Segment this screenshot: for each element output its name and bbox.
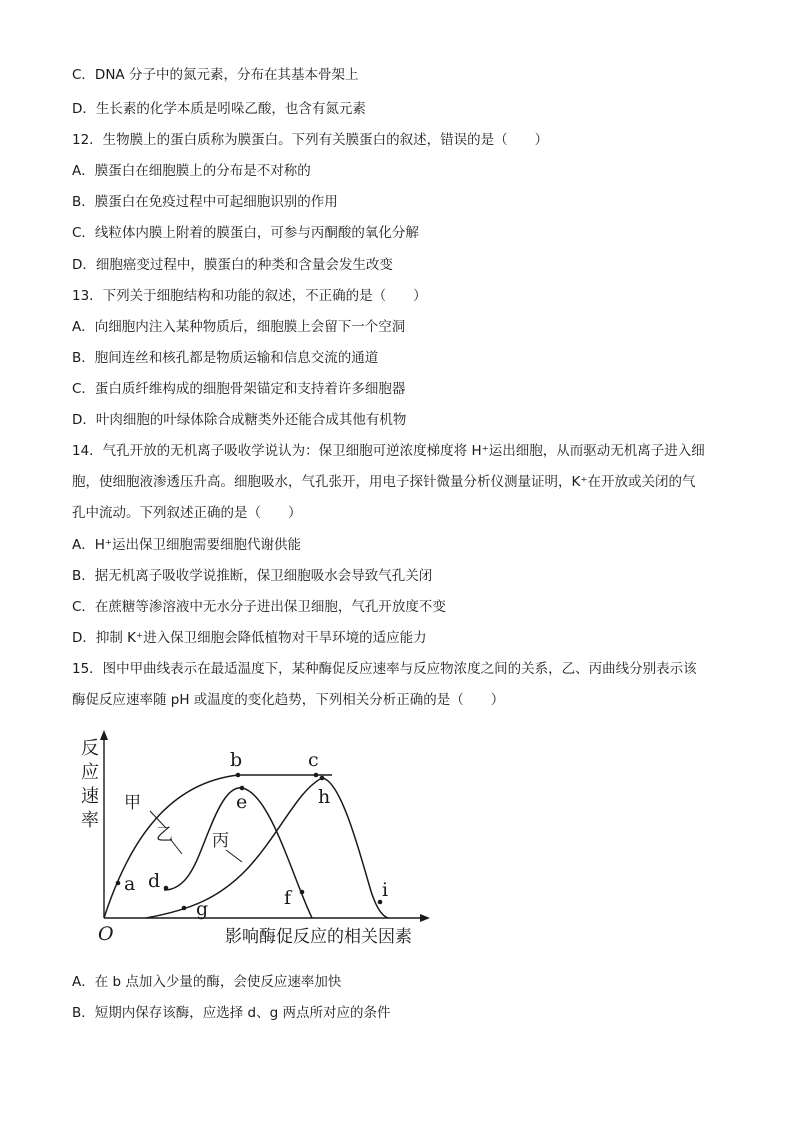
y-label-char: 速: [81, 786, 99, 807]
question-stem: 12．生物膜上的蛋白质称为膜蛋白。下列有关膜蛋白的叙述，错误的是（ ）: [72, 132, 549, 148]
option-line: D．生长素的化学本质是吲哚乙酸，也含有氮元素: [72, 101, 366, 117]
point-a: [116, 881, 121, 886]
question-stem-cont: 胞，使细胞液渗透压升高。细胞吸水，气孔张开，用电子探针微量分析仪测量证明，K⁺在开放或关闭的气: [72, 474, 696, 490]
point-label-d: d: [148, 870, 161, 892]
option-line: B．膜蛋白在免疫过程中可起细胞识别的作用: [72, 194, 338, 210]
y-label-char: 反: [81, 738, 99, 759]
option-line: D．抑制 K⁺进入保卫细胞会降低植物对干旱环境的适应能力: [72, 630, 427, 646]
option-line: D．细胞癌变过程中，膜蛋白的种类和含量会发生改变: [72, 257, 393, 273]
y-label-char: 应: [81, 762, 99, 783]
option-line: C．蛋白质纤维构成的细胞骨架锚定和支持着许多细胞器: [72, 381, 406, 397]
point-c: [314, 773, 319, 778]
enzyme-rate-figure: [70, 728, 450, 956]
point-label-e: e: [236, 791, 248, 813]
y-axis-arrow: [100, 730, 108, 740]
point-label-a: a: [124, 873, 136, 895]
curve-bing: [146, 778, 388, 918]
option-line: A．H⁺运出保卫细胞需要细胞代谢供能: [72, 537, 302, 553]
question-stem-cont: 酶促反应速率随 pH 或温度的变化趋势，下列相关分析正确的是（ ）: [72, 692, 505, 708]
option-line: D．叶肉细胞的叶绿体除合成糖类外还能合成其他有机物: [72, 412, 407, 428]
option-line: A．向细胞内注入某种物质后，细胞膜上会留下一个空洞: [72, 319, 406, 335]
option-line: B．胞间连丝和核孔都是物质运输和信息交流的通道: [72, 350, 379, 366]
option-line: B．短期内保存该酶，应选择 d、g 两点所对应的条件: [72, 1005, 391, 1021]
option-line: C．线粒体内膜上附着的膜蛋白，可参与丙酮酸的氧化分解: [72, 225, 419, 241]
point-b: [236, 773, 241, 778]
question-stem: 15．图中甲曲线表示在最适温度下，某种酶促反应速率与反应物浓度之间的关系，乙、丙曲线分别表示该: [72, 661, 697, 677]
point-g: [182, 906, 187, 911]
y-label-char: 率: [81, 810, 99, 831]
curve-label-yi: 乙: [156, 825, 173, 845]
option-line: C．DNA 分子中的氮元素，分布在其基本骨架上: [72, 67, 359, 83]
point-label-g: g: [196, 898, 209, 920]
question-stem: 13．下列关于细胞结构和功能的叙述，不正确的是（ ）: [72, 288, 427, 304]
leader-bing: [226, 850, 242, 862]
point-label-c: c: [308, 749, 319, 771]
option-line: B．据无机离子吸收学说推断，保卫细胞吸水会导致气孔关闭: [72, 568, 433, 584]
point-label-h: h: [318, 786, 331, 808]
question-stem: 14．气孔开放的无机离子吸收学说认为：保卫细胞可逆浓度梯度将 H⁺运出细胞，从而驱动无机离子进入细: [72, 443, 705, 459]
point-f: [300, 890, 305, 895]
origin-label: O: [98, 923, 114, 945]
option-line: A．在 b 点加入少量的酶，会使反应速率加快: [72, 974, 342, 990]
option-line: C．在蔗糖等渗溶液中无水分子进出保卫细胞，气孔开放度不变: [72, 599, 446, 615]
point-label-i: i: [382, 879, 389, 901]
question-stem-cont: 孔中流动。下列叙述正确的是（ ）: [72, 505, 302, 521]
point-label-b: b: [230, 749, 243, 771]
curve-label-jia: 甲: [124, 793, 141, 813]
curve-label-bing: 丙: [212, 831, 229, 851]
option-line: A．膜蛋白在细胞膜上的分布是不对称的: [72, 163, 311, 179]
x-axis-arrow: [420, 914, 430, 922]
point-h: [320, 776, 325, 781]
point-label-f: f: [284, 887, 292, 909]
x-axis-label: 影响酶促反应的相关因素: [225, 927, 412, 947]
point-e: [240, 786, 245, 791]
point-d: [164, 886, 169, 891]
